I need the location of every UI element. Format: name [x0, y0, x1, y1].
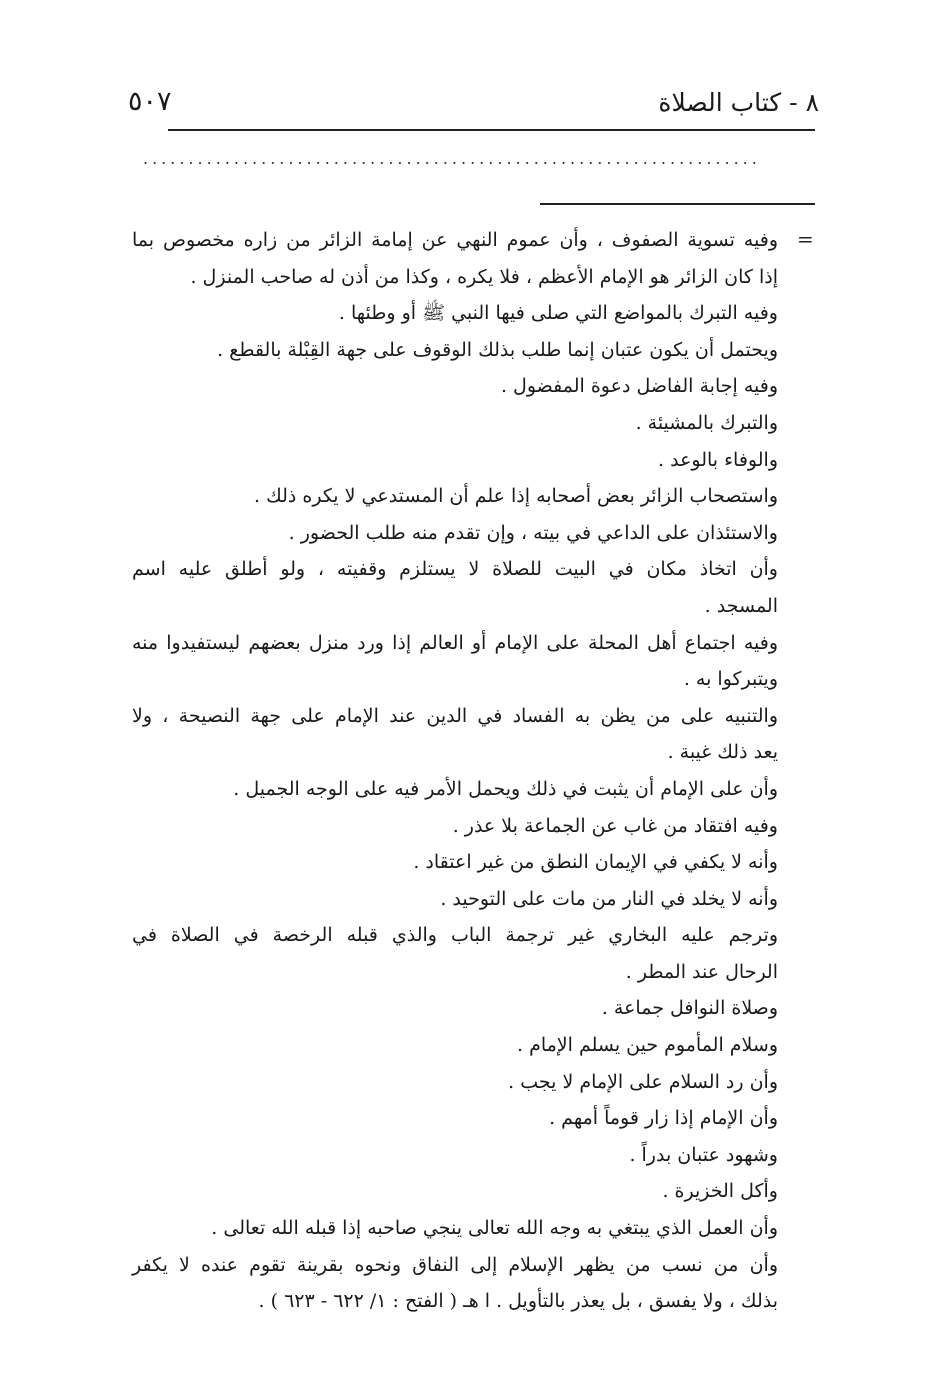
chapter-title: ٨ - كتاب الصلاة [658, 88, 819, 117]
text-line: وأن الإمام إذا زار قوماً أمهم . [549, 1107, 778, 1130]
text-line: وترجم عليه البخاري غير ترجمة الباب والذي قبله الرخصة في الصلاة في [132, 924, 778, 947]
text-line: وشهود عتبان بدراً . [629, 1143, 778, 1166]
dotted-separator: .................................................................... [143, 149, 761, 168]
text-line: وأن رد السلام على الإمام لا يجب . [508, 1070, 778, 1093]
text-line: وأن العمل الذي يبتغي به وجه الله تعالى ينجي صاحبه إذا قبله الله تعالى . [211, 1217, 778, 1240]
text-line: يعد ذلك غيبة . [667, 741, 778, 764]
text-line: وفيه تسوية الصفوف ، وأن عموم النهي عن إمامة الزائر من زاره مخصوص بما [132, 229, 778, 251]
text-line: وصلاة النوافل جماعة . [601, 997, 778, 1020]
page-number: ٥٠٧ [128, 86, 172, 117]
text-line: وسلام المأموم حين يسلم الإمام . [517, 1034, 778, 1057]
text-line: والاستئذان على الداعي في بيته ، وإن تقدم منه طلب الحضور . [288, 521, 778, 544]
text-line: إذا كان الزائر هو الإمام الأعظم ، فلا يكره ، وكذا من أذن له صاحب المنزل . [190, 265, 778, 288]
text-line: وأنه لا يكفي في الإيمان النطق من غير اعتقاد . [413, 851, 778, 874]
text-line: وأن من نسب من يظهر الإسلام إلى النفاق ونحوه بقرينة تقوم عنده لا يكفر [132, 1253, 778, 1276]
header-rule [168, 129, 815, 131]
footnote-body [132, 222, 778, 1320]
text-line: والتبرك بالمشيئة . [635, 411, 778, 434]
footnote-rule [540, 203, 815, 205]
text-line: وفيه اجتماع أهل المحلة على الإمام أو العالم إذا ورد منزل بعضهم ليستفيدوا منه [132, 631, 778, 654]
text-line: وأنه لا يخلد في النار من مات على التوحيد . [440, 887, 778, 910]
text-line: وأكل الخزيرة . [662, 1180, 778, 1203]
text-line: وأن على الإمام أن يثبت في ذلك ويحمل الأمر فيه على الوجه الجميل . [233, 777, 778, 800]
text-line: بذلك ، ولا يفسق ، بل يعذر بالتأويل . ا هـ ( الفتح : ١/ ٦٢٢ - ٦٢٣ ) . [258, 1290, 778, 1313]
text-line: والوفاء بالوعد . [658, 448, 778, 471]
text-line: الرحال عند المطر . [625, 960, 778, 983]
text-line: وأن اتخاذ مكان في البيت للصلاة لا يستلزم وقفيته ، ولو أطلق عليه اسم [132, 558, 778, 581]
text-line: المسجد . [704, 594, 778, 617]
text-line: وفيه افتقاد من غاب عن الجماعة بلا عذر . [452, 814, 778, 837]
text-line: ويحتمل أن يكون عتبان إنما طلب بذلك الوقوف على جهة القِبْلة بالقطع . [217, 338, 778, 361]
text-line: وفيه إجابة الفاضل دعوة المفضول . [500, 375, 778, 398]
text-line: وفيه التبرك بالمواضع التي صلى فيها النبي ﷺ أو وطئها . [338, 302, 778, 325]
text-line: واستصحاب الزائر بعض أصحابه إذا علم أن المستدعي لا يكره ذلك . [254, 485, 778, 508]
text-line: والتنبيه على من يظن به الفساد في الدين عند الإمام على جهة النصيحة ، ولا [132, 704, 778, 727]
continuation-mark: = [797, 227, 814, 251]
text-line: ويتبركوا به . [683, 668, 778, 691]
